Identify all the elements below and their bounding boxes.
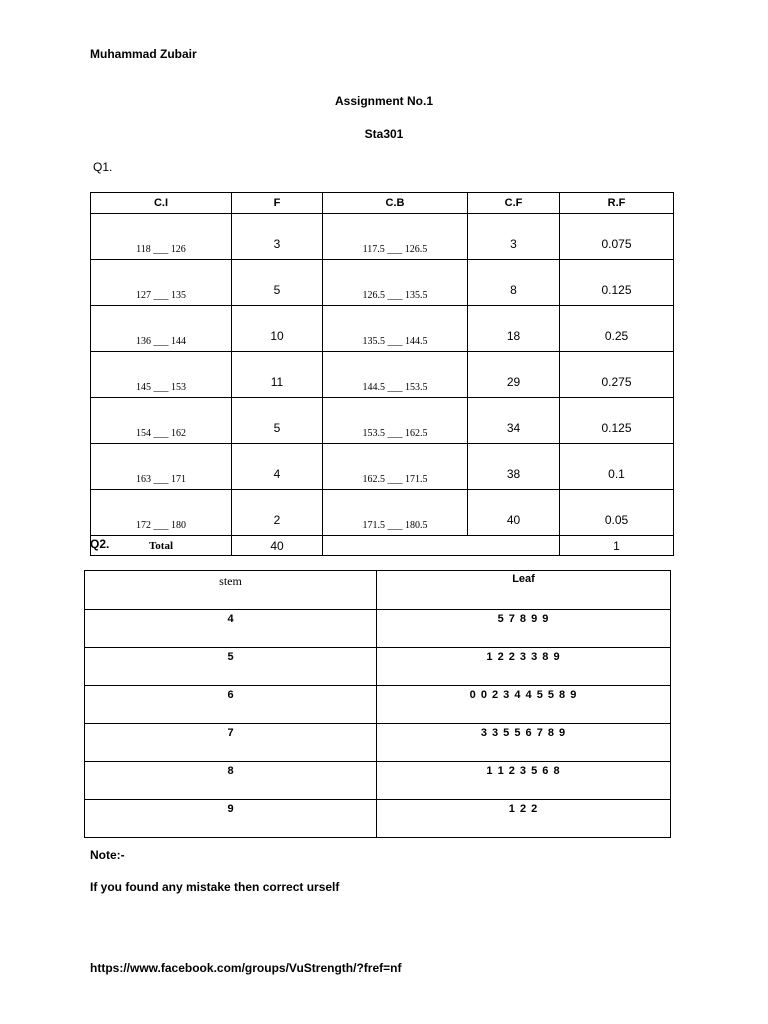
leaf-cell: 1 1 2 3 5 6 8 [377, 762, 671, 800]
header-stem: stem [85, 571, 377, 610]
relative-frequency-cell: 0.075 [560, 214, 674, 260]
stem-cell: 5 [85, 648, 377, 686]
table-row [85, 610, 671, 648]
class-boundary-cell: 135.5 ___ 144.5 [323, 306, 468, 352]
frequency-cell: 4 [232, 444, 323, 490]
leaf-cell: 1 2 2 3 3 8 9 [377, 648, 671, 686]
total-row [91, 536, 674, 556]
table-row [85, 724, 671, 762]
leaf-cell: 1 2 2 [377, 800, 671, 838]
class-boundary-cell: 171.5 ___ 180.5 [323, 490, 468, 536]
stem-cell: 4 [85, 610, 377, 648]
header-leaf: Leaf [377, 571, 671, 610]
class-interval-cell: 163 ___ 171 [91, 444, 232, 490]
class-boundary-cell: 162.5 ___ 171.5 [323, 444, 468, 490]
frequency-cell: 2 [232, 490, 323, 536]
frequency-cell: 3 [232, 214, 323, 260]
class-interval-cell: 145 ___ 153 [91, 352, 232, 398]
class-interval-cell: 127 ___ 135 [91, 260, 232, 306]
stem-cell: 9 [85, 800, 377, 838]
table-header-row [85, 571, 671, 610]
relative-frequency-cell: 0.125 [560, 260, 674, 306]
total-relative-frequency: 1 [560, 536, 674, 556]
table-row [91, 306, 674, 352]
header-frequency: F [232, 193, 323, 214]
class-boundary-cell: 126.5 ___ 135.5 [323, 260, 468, 306]
frequency-cell: 10 [232, 306, 323, 352]
frequency-cell: 11 [232, 352, 323, 398]
header-cumulative-frequency: C.F [468, 193, 560, 214]
note-text: If you found any mistake then correct urself [90, 880, 340, 894]
course-code: Sta301 [364, 127, 404, 141]
class-boundary-cell: 144.5 ___ 153.5 [323, 352, 468, 398]
frequency-cell: 5 [232, 260, 323, 306]
question-2-label: Q2. [90, 537, 110, 551]
header-class-interval: C.I [91, 193, 232, 214]
stem-leaf-table [84, 570, 671, 838]
table-row [85, 686, 671, 724]
stem-cell: 8 [85, 762, 377, 800]
header-relative-frequency: R.F [560, 193, 674, 214]
table-row [85, 800, 671, 838]
leaf-cell: 5 7 8 9 9 [377, 610, 671, 648]
stem-cell: 7 [85, 724, 377, 762]
table-row [85, 648, 671, 686]
table-row [91, 444, 674, 490]
cumulative-frequency-cell: 40 [468, 490, 560, 536]
relative-frequency-cell: 0.125 [560, 398, 674, 444]
leaf-cell: 0 0 2 3 4 4 5 5 8 9 [377, 686, 671, 724]
cumulative-frequency-cell: 34 [468, 398, 560, 444]
table-row [91, 398, 674, 444]
note-label: Note:- [90, 848, 125, 862]
cumulative-frequency-cell: 29 [468, 352, 560, 398]
cumulative-frequency-cell: 3 [468, 214, 560, 260]
total-empty-cell [323, 536, 560, 556]
relative-frequency-cell: 0.05 [560, 490, 674, 536]
header-class-boundaries: C.B [323, 193, 468, 214]
cumulative-frequency-cell: 38 [468, 444, 560, 490]
table-row [91, 260, 674, 306]
author-name: Muhammad Zubair [90, 47, 197, 61]
class-boundary-cell: 117.5 ___ 126.5 [323, 214, 468, 260]
relative-frequency-cell: 0.275 [560, 352, 674, 398]
facebook-group-link[interactable]: https://www.facebook.com/groups/VuStrength/?fref=nf [90, 961, 402, 975]
total-label: Total [91, 536, 232, 556]
table-row [91, 352, 674, 398]
frequency-cell: 5 [232, 398, 323, 444]
table-row [91, 490, 674, 536]
relative-frequency-cell: 0.25 [560, 306, 674, 352]
class-interval-cell: 154 ___ 162 [91, 398, 232, 444]
leaf-cell: 3 3 5 5 6 7 8 9 [377, 724, 671, 762]
table-header-row [91, 193, 674, 214]
class-interval-cell: 136 ___ 144 [91, 306, 232, 352]
assignment-title: Assignment No.1 [334, 94, 433, 108]
frequency-distribution-table [90, 192, 674, 556]
class-interval-cell: 172 ___ 180 [91, 490, 232, 536]
table-row [91, 214, 674, 260]
class-interval-cell: 118 ___ 126 [91, 214, 232, 260]
table-row [85, 762, 671, 800]
cumulative-frequency-cell: 8 [468, 260, 560, 306]
class-boundary-cell: 153.5 ___ 162.5 [323, 398, 468, 444]
stem-cell: 6 [85, 686, 377, 724]
relative-frequency-cell: 0.1 [560, 444, 674, 490]
question-1-label: Q1. [93, 160, 113, 174]
cumulative-frequency-cell: 18 [468, 306, 560, 352]
total-frequency: 40 [232, 536, 323, 556]
